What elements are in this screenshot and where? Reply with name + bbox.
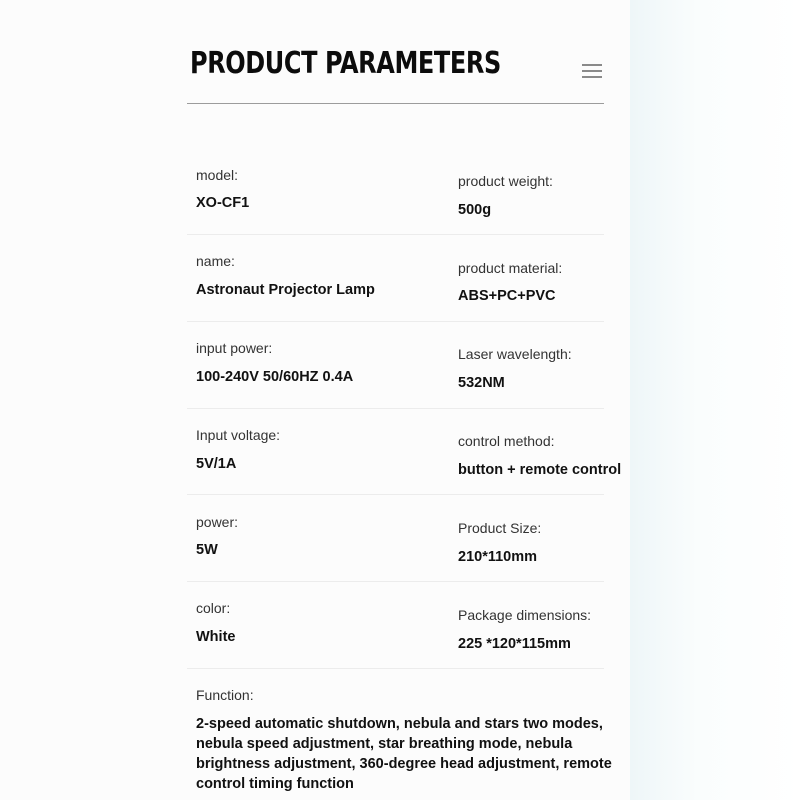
control-method-label: control method: [458,433,555,449]
model-label: model: [196,167,239,183]
control-method-value: button + remote control [458,462,622,478]
power-label: power: [196,514,239,530]
product-weight-label: product weight: [458,173,553,189]
side-background [630,0,800,800]
product-material-label: product material: [458,260,563,276]
product-size-label: Product Size: [458,520,542,536]
model-value: XO-CF1 [196,195,250,211]
input-voltage-value: 5V/1A [196,456,237,472]
package-dimensions-value: 225 *120*115mm [458,636,571,652]
row-divider [187,668,604,669]
product-size-value: 210*110mm [458,549,538,565]
color-label: color: [196,600,231,616]
name-value: Astronaut Projector Lamp [196,282,375,298]
product-material-value: ABS+PC+PVC [458,288,556,304]
input-power-value: 100-240V 50/60HZ 0.4A [196,369,354,385]
function-value: 2-speed automatic shutdown, nebula and stars two modes, nebula speed adjustment, star breathing mode, nebula brightness adjustment, 360-degree head adjustment, remote control timing function [196,716,612,792]
package-dimensions-label: Package dimensions: [458,607,592,623]
function-label: Function: [196,687,254,703]
product-weight-value: 500g [458,202,492,218]
menu-bar [582,76,602,78]
hamburger-menu-icon[interactable] [582,64,602,78]
row-divider [187,408,604,409]
input-power-label: input power: [196,340,273,356]
laser-wavelength-label: Laser wavelength: [458,346,572,362]
input-voltage-label: Input voltage: [196,427,281,443]
name-label: name: [196,253,235,269]
menu-bar [582,70,602,72]
page-title: PRODUCT PARAMETERS [190,46,501,81]
color-value: White [196,629,236,645]
header-divider [187,103,604,104]
row-divider [187,494,604,495]
laser-wavelength-value: 532NM [458,375,505,391]
row-divider [187,321,604,322]
menu-bar [582,64,602,66]
power-value: 5W [196,542,218,558]
row-divider [187,581,604,582]
row-divider [187,234,604,235]
